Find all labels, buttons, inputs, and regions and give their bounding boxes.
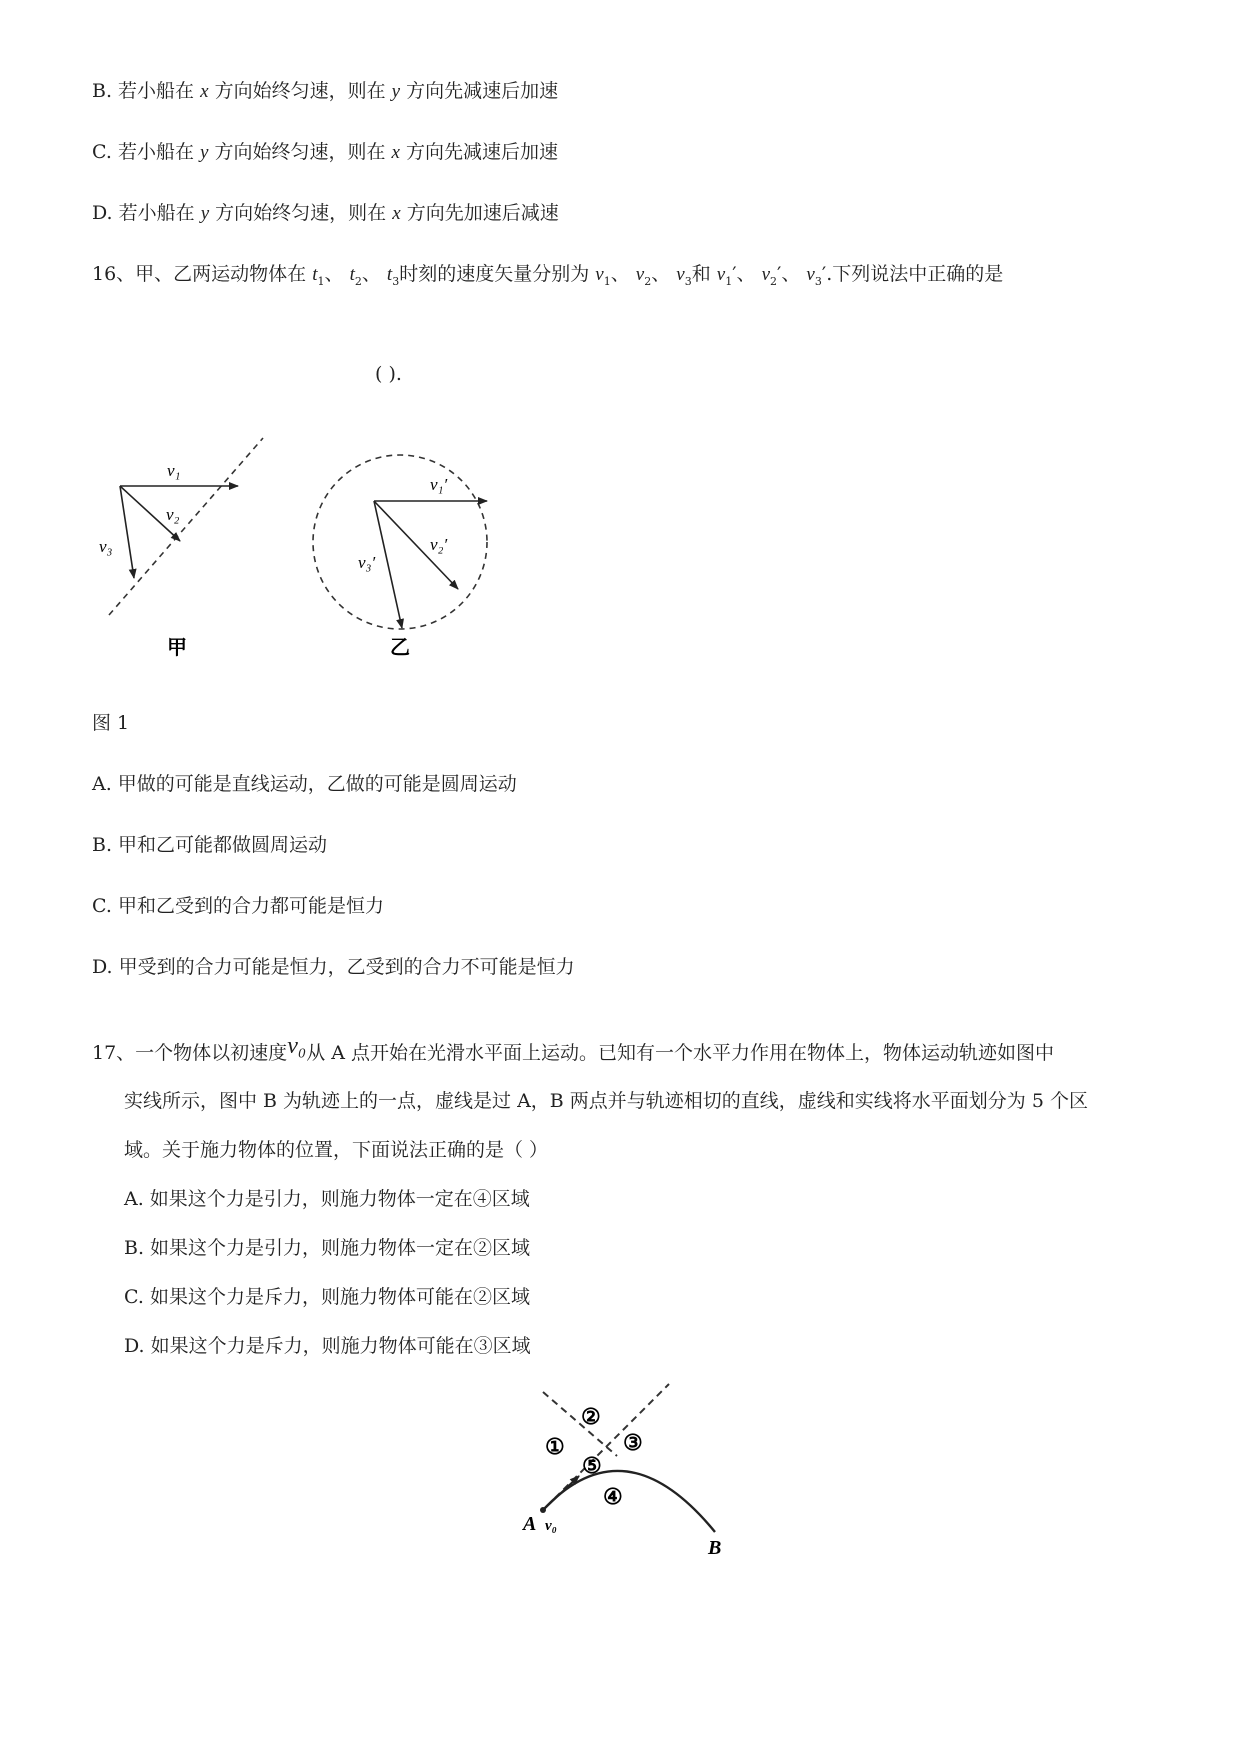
region-1-label: ① [545, 1434, 565, 1459]
q16-stem: 16、甲、乙两运动物体在 $t_1$、 $t_2$、 $t_3$时刻的速度矢量分别为 $v_1$、 $v_2$、 $v_3$和 $v_1'$、 $v_2'$、 $v_3'$.下列说法中正确的是 [92, 263, 1004, 288]
q17-stem-line2: 实线所示，图中 B 为轨迹上的一点，虚线是过 A，B 两点并与轨迹相切的直线，虚线和实线将水平面划分为 5 个区 [124, 1090, 1088, 1112]
yi-v2-label: v₂′ [430, 535, 448, 554]
figure-caption: 图 1 [92, 712, 130, 734]
jia-v3-label: v₃ [99, 537, 113, 556]
yi-v3-label: v₃′ [358, 553, 376, 572]
q17-figure [505, 1380, 745, 1560]
v0-label: v₀ [545, 1518, 557, 1534]
q16-option-c: C. 甲和乙受到的合力都可能是恒力 [92, 895, 384, 917]
region-4-label: ④ [603, 1484, 623, 1509]
point-a [540, 1507, 546, 1513]
q15-option-b: B. 若小船在 x 方向始终匀速，则在 y 方向先减速后加速 [92, 80, 559, 102]
jia-v3-arrow [120, 486, 134, 578]
trajectory-curve [543, 1471, 715, 1532]
q16-option-d: D. 甲受到的合力可能是恒力，乙受到的合力不可能是恒力 [92, 956, 575, 978]
region-2-label: ② [581, 1404, 601, 1429]
q17-option-a: A. 如果这个力是引力，则施力物体一定在④区域 [124, 1188, 530, 1210]
region-5-label: ⑤ [582, 1453, 602, 1478]
q17-stem-line3: 域。关于施力物体的位置，下面说法正确的是（ ） [124, 1139, 549, 1161]
region-3-label: ③ [623, 1430, 643, 1455]
q17-option-c: C. 如果这个力是斥力，则施力物体可能在②区域 [124, 1286, 530, 1308]
jia-dashed-line [109, 438, 263, 615]
jia-v1-label: v₁ [167, 461, 181, 480]
point-a-label: A [523, 1513, 537, 1535]
q16-option-b: B. 甲和乙可能都做圆周运动 [92, 834, 328, 856]
q16-option-a: A. 甲做的可能是直线运动，乙做的可能是圆周运动 [92, 773, 517, 795]
q17-option-b: B. 如果这个力是引力，则施力物体一定在②区域 [124, 1237, 531, 1259]
tangent-a-dashed [555, 1384, 669, 1498]
yi-dashed-circle [313, 455, 487, 629]
yi-v1-label: v₁′ [430, 475, 448, 494]
q15-option-d: D. 若小船在 y 方向始终匀速，则在 x 方向先加速后减速 [92, 202, 559, 224]
point-b-label: B [708, 1537, 722, 1559]
yi-label: 乙 [390, 637, 410, 659]
q17-option-d: D. 如果这个力是斥力，则施力物体可能在③区域 [124, 1335, 531, 1357]
jia-label: 甲 [167, 637, 187, 659]
q16-answer-blank: ( ). [375, 363, 402, 385]
q16-figure [95, 428, 515, 673]
q17-stem-line1: 17、一个物体以初速度v₀从 A 点开始在光滑水平面上运动。已知有一个水平力作用在物体上，物体运动轨迹如图中 [92, 1033, 1054, 1064]
q15-option-c: C. 若小船在 y 方向始终匀速，则在 x 方向先减速后加速 [92, 141, 558, 163]
jia-v2-label: v₂ [166, 505, 180, 524]
yi-v3-arrow [374, 501, 402, 628]
